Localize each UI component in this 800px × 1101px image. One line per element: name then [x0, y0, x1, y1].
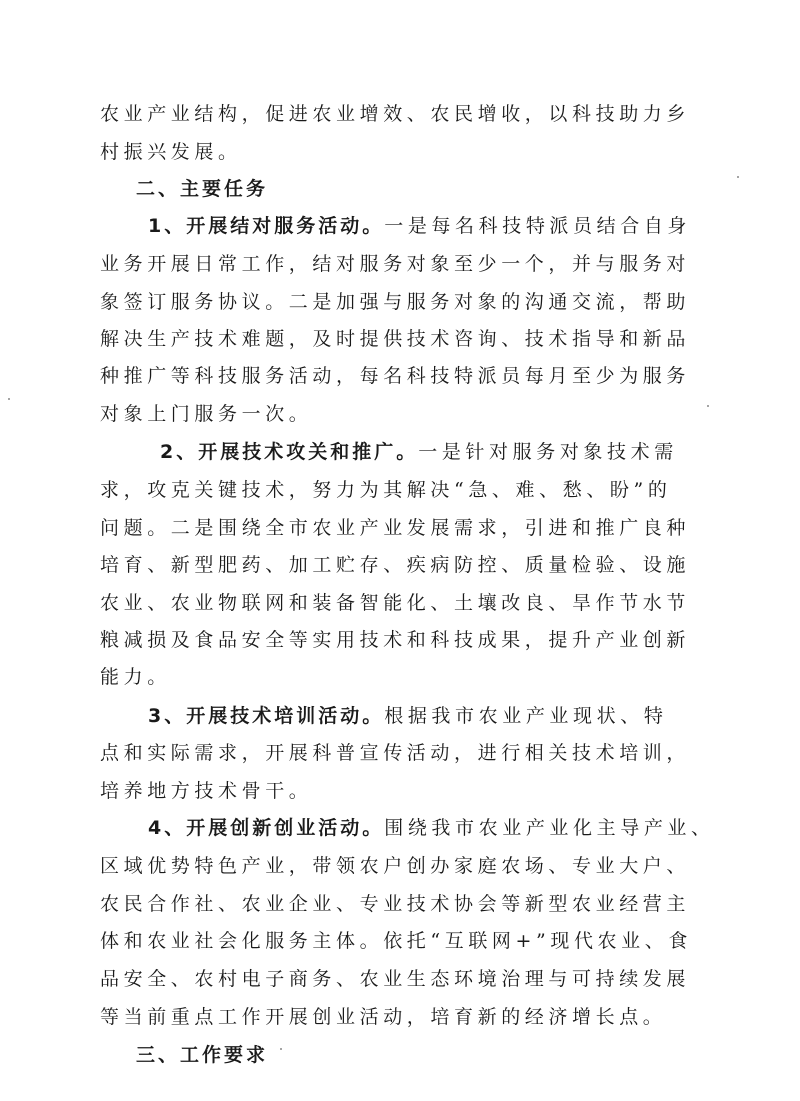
item1-text-3: 解决生产技术难题，及时提供技术咨询、技术指导和新品	[100, 328, 691, 350]
item1-text-5: 对象上门服务一次。	[100, 403, 313, 425]
item1-text-0: 一是每名科技特派员结合自身	[384, 215, 692, 237]
item2-text-3: 培育、新型肥药、加工贮存、疾病防控、质量检验、设施	[100, 554, 691, 576]
section-heading-work-requirements: 三、工作要求	[136, 1044, 269, 1066]
item3-text-0: 根据我市农业产业现状、特	[384, 705, 668, 727]
item3-title: 3、开展技术培训活动。	[148, 705, 385, 727]
item3-first-line	[148, 701, 667, 731]
item3-text-2: 培养地方技术骨干。	[100, 780, 313, 802]
item4-text-0: 围绕我市农业产业化主导产业、	[384, 817, 715, 839]
item1-first-line	[148, 211, 691, 241]
item1-text-1: 业务开展日常工作，结对服务对象至少一个，并与服务对	[100, 253, 691, 275]
item2-text-0: 一是针对服务对象技术需	[418, 441, 678, 463]
item1-title: 1、开展结对服务活动。	[148, 215, 385, 237]
item1-text-2: 象签订服务协议。二是加强与服务对象的沟通交流，帮助	[100, 291, 691, 313]
item4-text-4: 品安全、农村电子商务、农业生态环境治理与可持续发展	[100, 968, 691, 990]
item2-text-6: 能力。	[100, 666, 171, 688]
item2-text-1: 求，攻克关键技术，努力为其解决“急、难、愁、盼”的	[100, 479, 672, 501]
item4-title: 4、开展创新创业活动。	[148, 817, 385, 839]
scan-speck	[737, 176, 739, 178]
item1-text-4: 种推广等科技服务活动，每名科技特派员每月至少为服务	[100, 365, 691, 387]
item4-text-1: 区域优势特色产业，带领农户创办家庭农场、专业大户、	[100, 855, 691, 877]
item4-text-2: 农民合作社、农业企业、专业技术协会等新型农业经营主	[100, 893, 691, 915]
item2-first-line	[160, 437, 678, 467]
item3-text-1: 点和实际需求，开展科普宣传活动，进行相关技术培训，	[100, 742, 691, 764]
item4-text-5: 等当前重点工作开展创业活动，培育新的经济增长点。	[100, 1006, 667, 1028]
section-heading-main-tasks: 二、主要任务	[136, 178, 269, 200]
item2-text-2: 问题。二是围绕全市农业产业发展需求，引进和推广良种	[100, 517, 691, 539]
scan-speck	[280, 1048, 282, 1050]
item2-title: 2、开展技术攻关和推广。	[160, 441, 419, 463]
item2-text-4: 农业、农业物联网和装备智能化、土壤改良、旱作节水节	[100, 592, 691, 614]
intro-line-1: 农业产业结构，促进农业增效、农民增收，以科技助力乡	[100, 103, 691, 125]
item4-text-3: 体和农业社会化服务主体。依托“互联网+”现代农业、食	[100, 930, 692, 952]
item2-text-5: 粮减损及食品安全等实用技术和科技成果，提升产业创新	[100, 629, 691, 651]
intro-line-2: 村振兴发展。	[100, 141, 242, 163]
item4-first-line	[148, 813, 715, 843]
scan-speck	[8, 398, 10, 400]
scan-speck	[707, 405, 709, 407]
